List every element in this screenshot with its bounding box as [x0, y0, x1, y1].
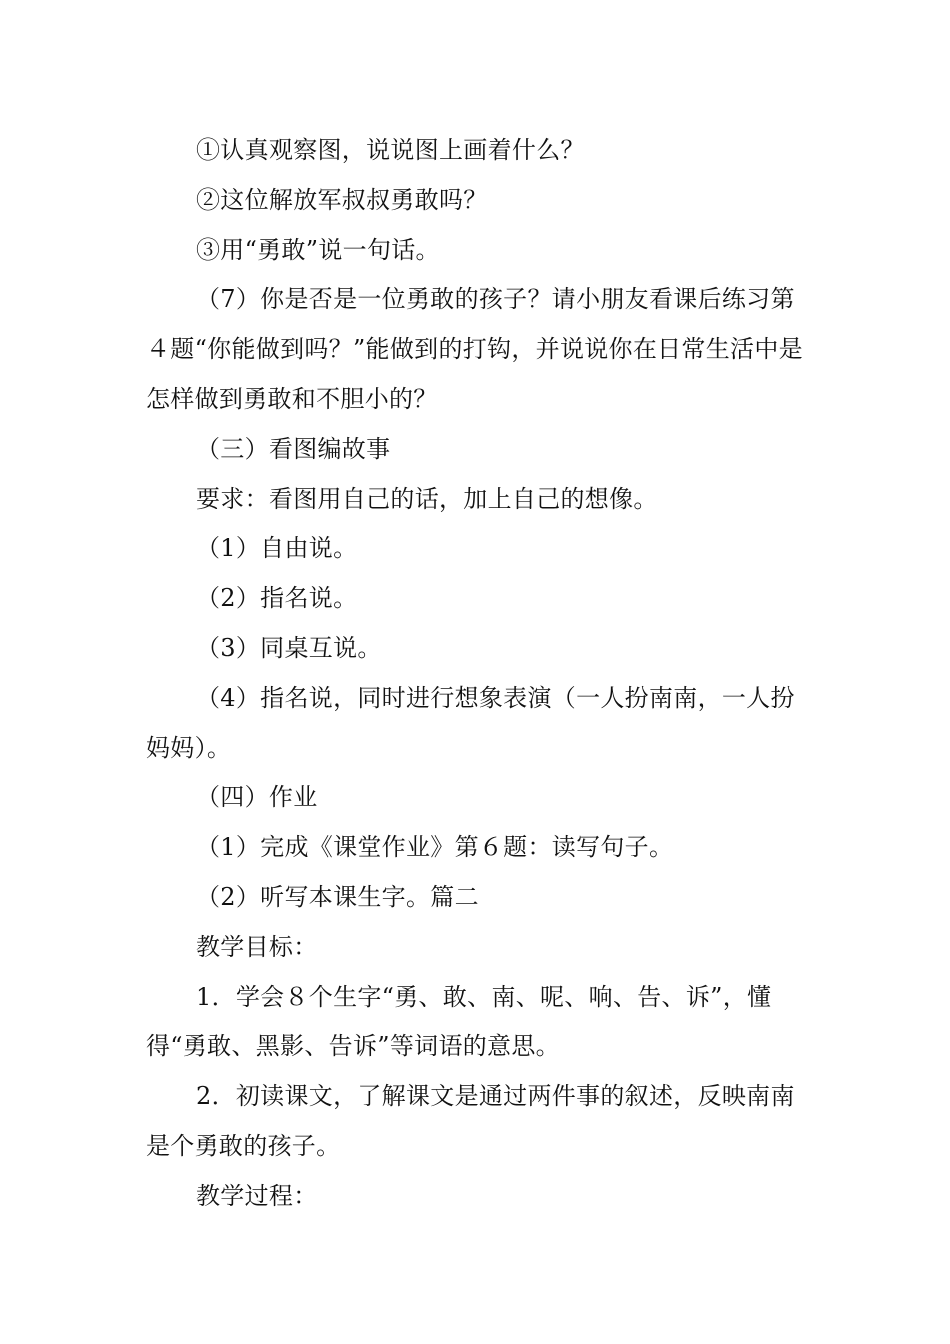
- paragraph-5: （三）看图编故事: [196, 434, 391, 463]
- paragraph-4: （7）你是否是一位勇敢的孩子？请小朋友看课后练习第４题“你能做到吗？”能做到的打钩，并说说你在日常生活中是怎样做到勇敢和不胆小的？: [146, 285, 803, 413]
- paragraph-7: （1）自由说。: [196, 534, 358, 563]
- paragraph-1: ①认真观察图，说说图上画着什么？: [196, 136, 585, 164]
- paragraph-13: （2）听写本课生字。篇二: [196, 882, 479, 911]
- paragraph-11: （四）作业: [196, 783, 318, 812]
- paragraph-17: 教学过程：: [196, 1181, 318, 1210]
- paragraph-8: （2）指名说。: [196, 584, 358, 613]
- paragraph-14: 教学目标：: [196, 932, 318, 961]
- paragraph-10: （4）指名说，同时进行想象表演（一人扮南南，一人扮妈妈）。: [146, 683, 795, 762]
- paragraph-15: 1．学会８个生字“勇、敢、南、呢、响、告、诉”，懂得“勇敢、黑影、告诉”等词语的意思。: [146, 982, 772, 1061]
- paragraph-3: ③用“勇敢”说一句话。: [196, 235, 440, 264]
- paragraph-9: （3）同桌互说。: [196, 633, 382, 662]
- paragraph-2: ②这位解放军叔叔勇敢吗？: [196, 185, 488, 214]
- paragraph-6: 要求：看图用自己的话，加上自己的想像。: [196, 484, 658, 513]
- paragraph-16: 2．初读课文，了解课文是通过两件事的叙述，反映南南是个勇敢的孩子。: [146, 1082, 795, 1160]
- document-body: [146, 126, 808, 1222]
- paragraph-12: （1）完成《课堂作业》第６题：读写句子。: [196, 833, 674, 862]
